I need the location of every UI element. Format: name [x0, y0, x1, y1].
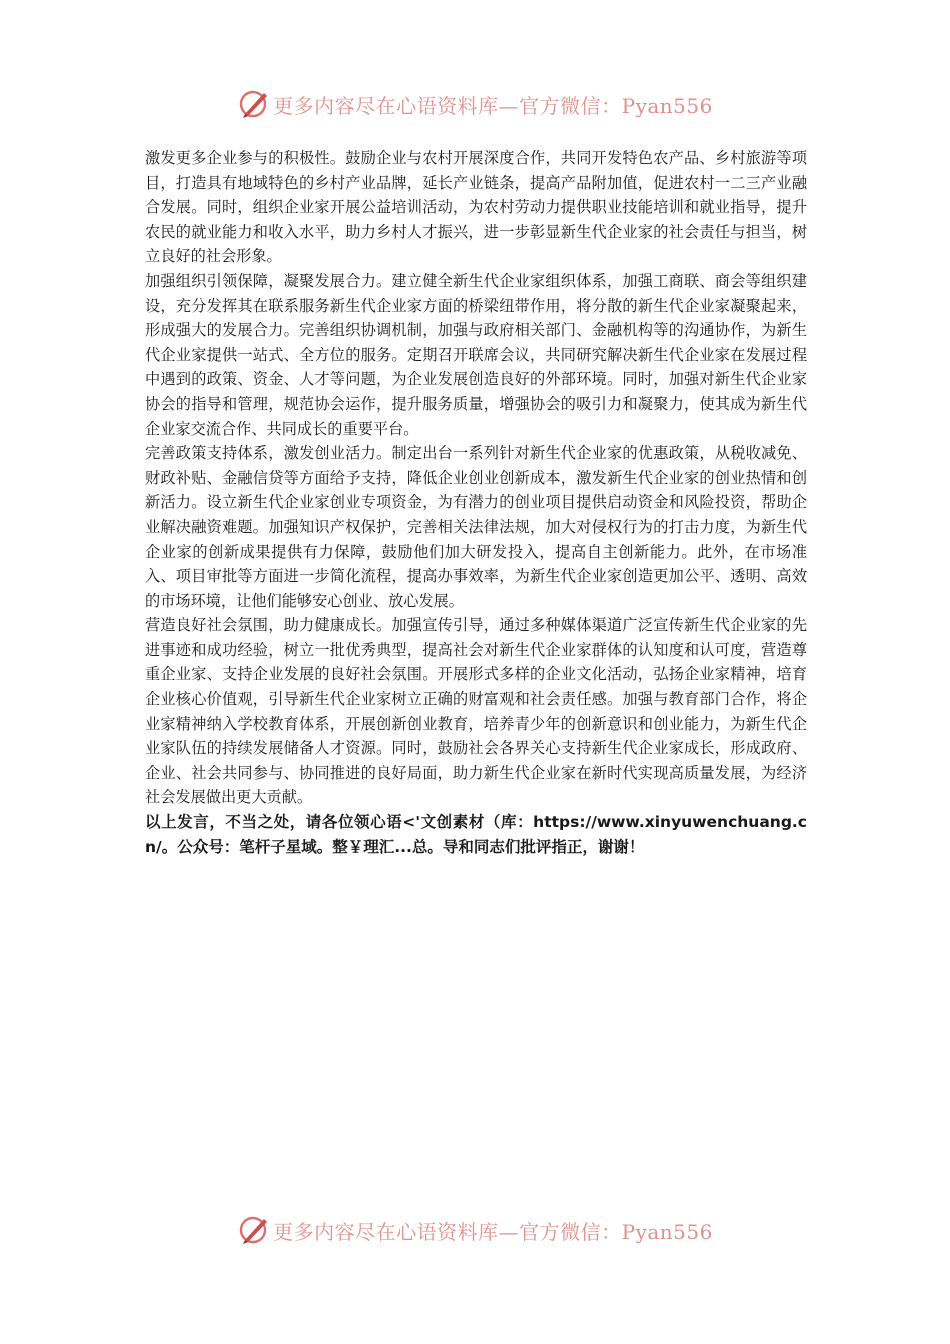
pen-logo-icon — [237, 87, 271, 121]
body-paragraph: 激发更多企业参与的积极性。鼓励企业与农村开展深度合作，共同开发特色农产品、乡村旅游等项目，打造具有地域特色的乡村产业品牌，延长产业链条，提高产品附加值，促进农村一二三产业融合发展。同时，组织企业家开展公益培训活动，为农村劳动力提供职业技能培训和就业指导，提升农民的就业能力和收入水平，助力乡村人才振兴，进一步彰显新生代企业家的社会责任与担当，树立良好的社会形象。 — [145, 149, 807, 266]
body-paragraph: 营造良好社会氛围，助力健康成长。加强宣传引导，通过多种媒体渠道广泛宣传新生代企业家的先进事迹和成功经验，树立一批优秀典型，提高社会对新生代企业家群体的认知度和认可度，营造尊重企业家、支持企业发展的良好社会氛围。开展形式多样的企业文化活动，弘扬企业家精神，培育企业核心价值观，引导新生代企业家树立正确的财富观和社会责任感。加强与教育部门合作，将企业家精神纳入学校教育体系，开展创新创业教育，培养青少年的创新意识和创业能力，为新生代企业家队伍的持续发展储备人才资源。同时，鼓励社会各界关心支持新生代企业家成长，形成政府、企业、社会共同参与、协同推进的良好局面，助力新生代企业家在新时代实现高质量发展，为经济社会发展做出更大贡献。 — [145, 616, 807, 807]
header-banner-text: 更多内容尽在心语资料库—官方微信：Pyan556 — [273, 93, 713, 118]
footer-banner-text: 更多内容尽在心语资料库—官方微信：Pyan556 — [273, 1219, 713, 1244]
body-paragraph: 加强组织引领保障，凝聚发展合力。建立健全新生代企业家组织体系，加强工商联、商会等组织建设，充分发挥其在联系服务新生代企业家方面的桥梁纽带作用，将分散的新生代企业家凝聚起来，形成强大的发展合力。完善组织协调机制，加强与政府相关部门、金融机构等的沟通协作，为新生代企业家提供一站式、全方位的服务。定期召开联席会议，共同研究解决新生代企业家在发展过程中遇到的政策、资金、人才等问题，为企业发展创造良好的外部环境。同时，加强对新生代企业家协会的指导和管理，规范协会运作，提升服务质量，增强协会的吸引力和凝聚力，使其成为新生代企业家交流合作、共同成长的重要平台。 — [145, 271, 807, 438]
header-banner — [0, 84, 950, 124]
header-banner-inner — [237, 87, 713, 121]
closing-remark: 以上发言，不当之处，请各位领心语<'文创素材（库：https://www.xinyuwenchuang.cn/。公众号：笔杆子星域。整￥理汇...总。导和同志们批评指正，谢谢！ — [145, 813, 807, 856]
footer-banner — [0, 1210, 950, 1250]
body-paragraph: 完善政策支持体系，激发创业活力。制定出台一系列针对新生代企业家的优惠政策，从税收减免、财政补贴、金融信贷等方面给予支持，降低企业创业创新成本，激发新生代企业家的创业热情和创新活力。设立新生代企业家创业专项资金，为有潜力的创业项目提供启动资金和风险投资，帮助企业解决融资难题。加强知识产权保护，完善相关法律法规，加大对侵权行为的打击力度，为新生代企业家的创新成果提供有力保障，鼓励他们加大研发投入，提高自主创新能力。此外，在市场准入、项目审批等方面进一步简化流程，提高办事效率，为新生代企业家创造更加公平、透明、高效的市场环境，让他们能够安心创业、放心发展。 — [145, 444, 807, 610]
pen-logo-icon — [237, 1213, 271, 1247]
footer-banner-inner — [237, 1213, 713, 1247]
document-body — [145, 146, 807, 859]
